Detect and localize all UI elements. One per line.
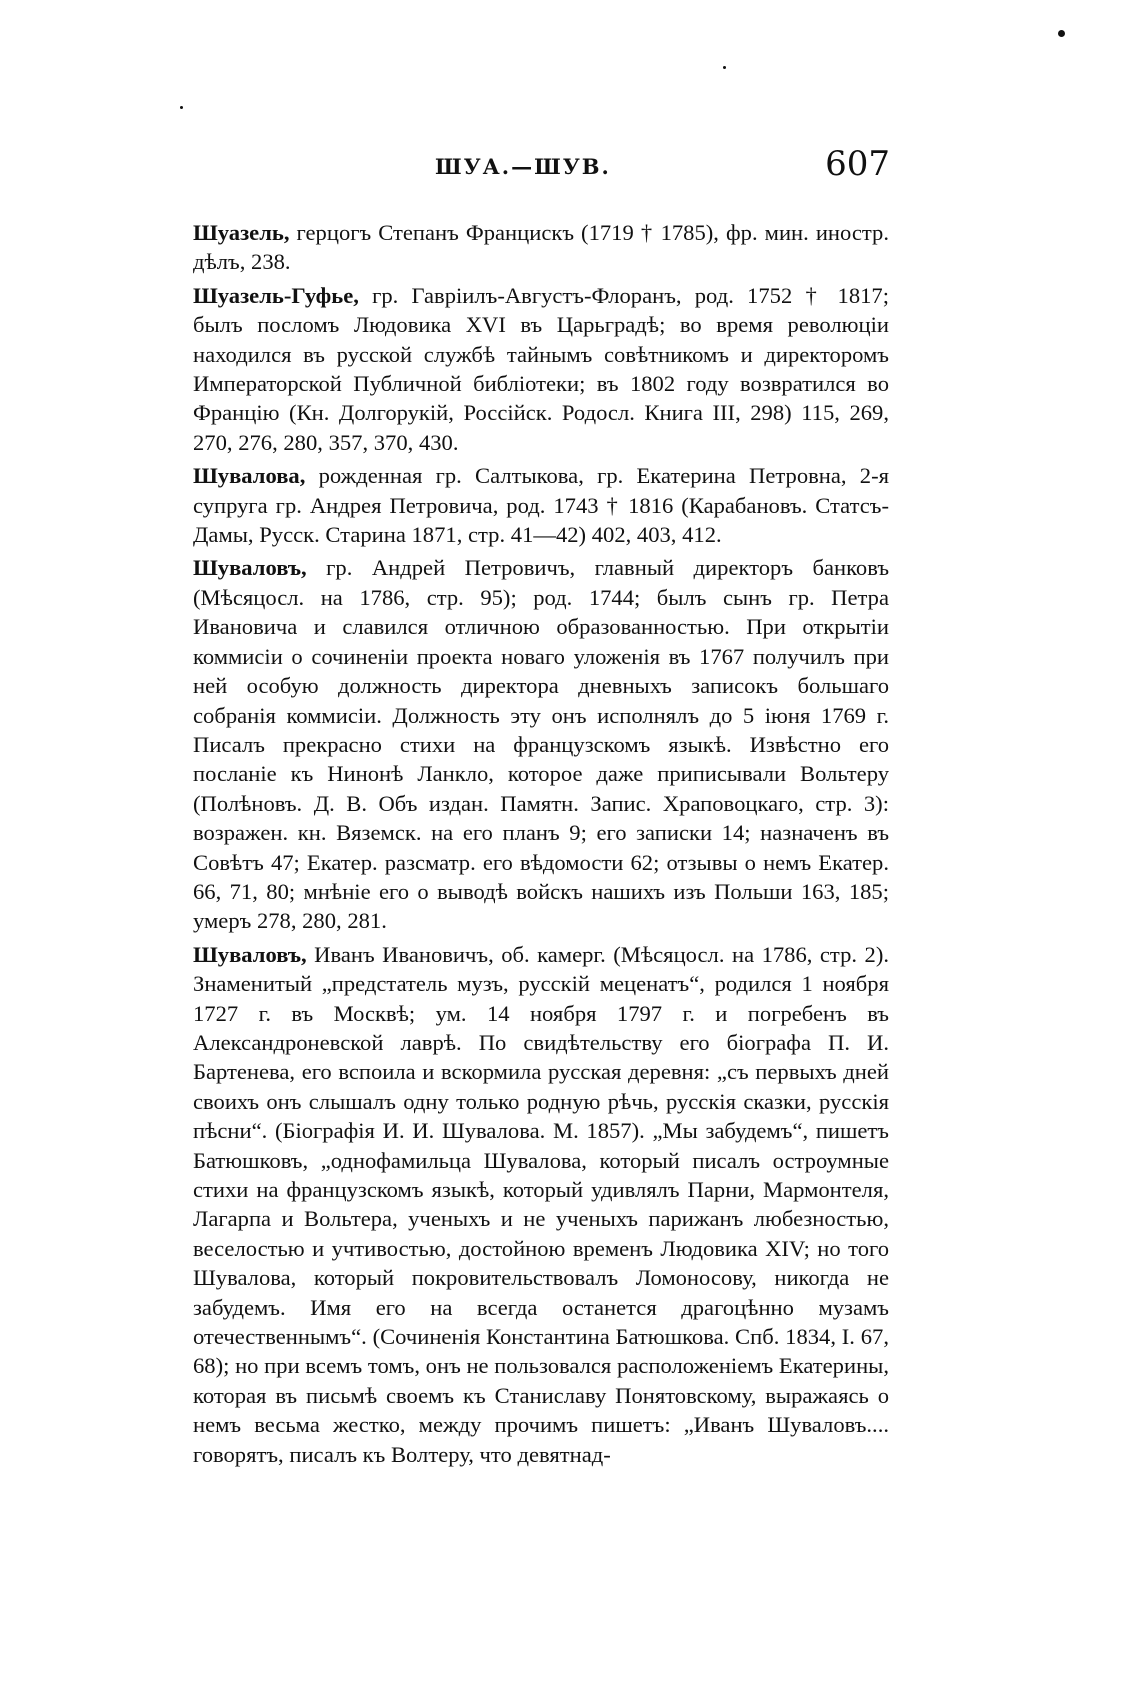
ink-speck: [180, 106, 183, 109]
running-head: ШУА.—ШУВ.: [435, 154, 611, 179]
entry-text: рожденная гр. Салтыкова, гр. Екатерина Петровна, 2-я супруга гр. Андрея Петровича, род. 1743 † 1816 (Карабановъ. Статсъ-Дамы, Русск. Старина 1871, стр. 41—42) 402, 403, 412.: [193, 463, 889, 548]
entry-shuvalov-ivan: [193, 940, 889, 1469]
page-number: 607: [825, 144, 890, 184]
entry-text: герцогъ Степанъ Францискъ (1719 † 1785), фр. мин. иностр. дѣлъ, 238.: [193, 220, 889, 275]
entry-text: Иванъ Ивановичъ, об. камерг. (Мѣсяцосл. на 1786, стр. 2). Знаменитый „предстатель музъ, русскiй меценатъ“, родился 1 ноября 1727 г. въ Москвѣ; ум. 14 ноября 1797 г. и погребенъ въ Александроневской лаврѣ. По свидѣтельству его бiографа П. И. Бартенева, его вспоила и вскормила русская деревня: „съ первыхъ дней своихъ онъ слышалъ одну только родную рѣчь, русскiя сказки, русскiя пѣсни“. (Бiографiя И. И. Шувалова. М. 1857). „Мы забудемъ“, пишетъ Батюшковъ, „однофамильца Шувалова, который писалъ остроумные стихи на французскомъ языкѣ, который удивлялъ Парни, Мармонтеля, Лагарпа и Вольтера, ученыхъ и не ученыхъ парижанъ любезностью, веселостью и учтивостью, достойною временъ Людовика XIV; но того Шувалова, который покровительствовалъ Ломоносову, никогда не забудемъ. Имя его на всегда останется драгоцѣнно музамъ отечественнымъ“. (Сочиненiя Константина Батюшкова. Спб. 1834, I. 67, 68); но при всемъ томъ, онъ не пользовался расположенiемъ Екатерины, которая въ письмѣ своемъ къ Станиславу Понятовскому, выражаясь о немъ весьма жестко, между прочимъ пишетъ: „Иванъ Шуваловъ.... говорятъ, писалъ къ Волтеру, что девятнад-: [193, 941, 889, 1467]
headword: Шуваловъ,: [193, 941, 307, 967]
entry-text: гр. Гаврiилъ-Августъ-Флоранъ, род. 1752 † 1817; былъ посломъ Людовика XVI въ Царьградѣ; во время революцiи находился въ русской службѣ тайнымъ совѣтникомъ и директоромъ Императорской Публичной библiотеки; въ 1802 году возвратился во Францiю (Кн. Долгорукiй, Россiйск. Родосл. Книга III, 298) 115, 269, 270, 276, 280, 357, 370, 430.: [193, 282, 889, 455]
page-header: [190, 144, 890, 192]
headword: Шуваловъ,: [193, 555, 307, 581]
ink-speck: [723, 66, 726, 69]
headword: Шуазель-Гуфье,: [193, 282, 359, 308]
entry-shuvalova: [193, 461, 889, 549]
dictionary-body: [193, 218, 889, 1473]
headword: Шувалова,: [193, 463, 306, 489]
entry-text: гр. Андрей Петровичъ, главный директоръ банковъ (Мѣсяцосл. на 1786, стр. 95); род. 1744; былъ сынъ гр. Петра Ивановича и славился отличною образованностью. При открытiи коммисiи о сочиненiи проекта новаго уложенiя въ 1767 получилъ при ней особую должность директора дневныхъ записокъ большаго собранiя коммисiи. Должность эту онъ исполнялъ до 5 iюня 1769 г. Писалъ прекрасно стихи на французскомъ языкѣ. Извѣстно его посланiе къ Нинонѣ Ланкло, которое даже приписывали Вольтеру (Полѣновъ. Д. В. Объ издан. Памятн. Запис. Храповоцкаго, стр. 3): возражен. кн. Вяземск. на его планъ 9; его записки 14; назначенъ въ Совѣтъ 47; Екатер. разсматр. его вѣдомости 62; отзывы о немъ Екатер. 66, 71, 80; мнѣнiе его о выводѣ войскъ нашихъ изъ Польши 163, 185; умеръ 278, 280, 281.: [193, 555, 889, 934]
headword: Шуазель,: [193, 220, 290, 245]
entry-choiseul: [193, 218, 889, 277]
entry-shuvalov-andrey: [193, 553, 889, 935]
entry-choiseul-gouffier: [193, 281, 889, 457]
ink-speck: [1058, 30, 1065, 37]
